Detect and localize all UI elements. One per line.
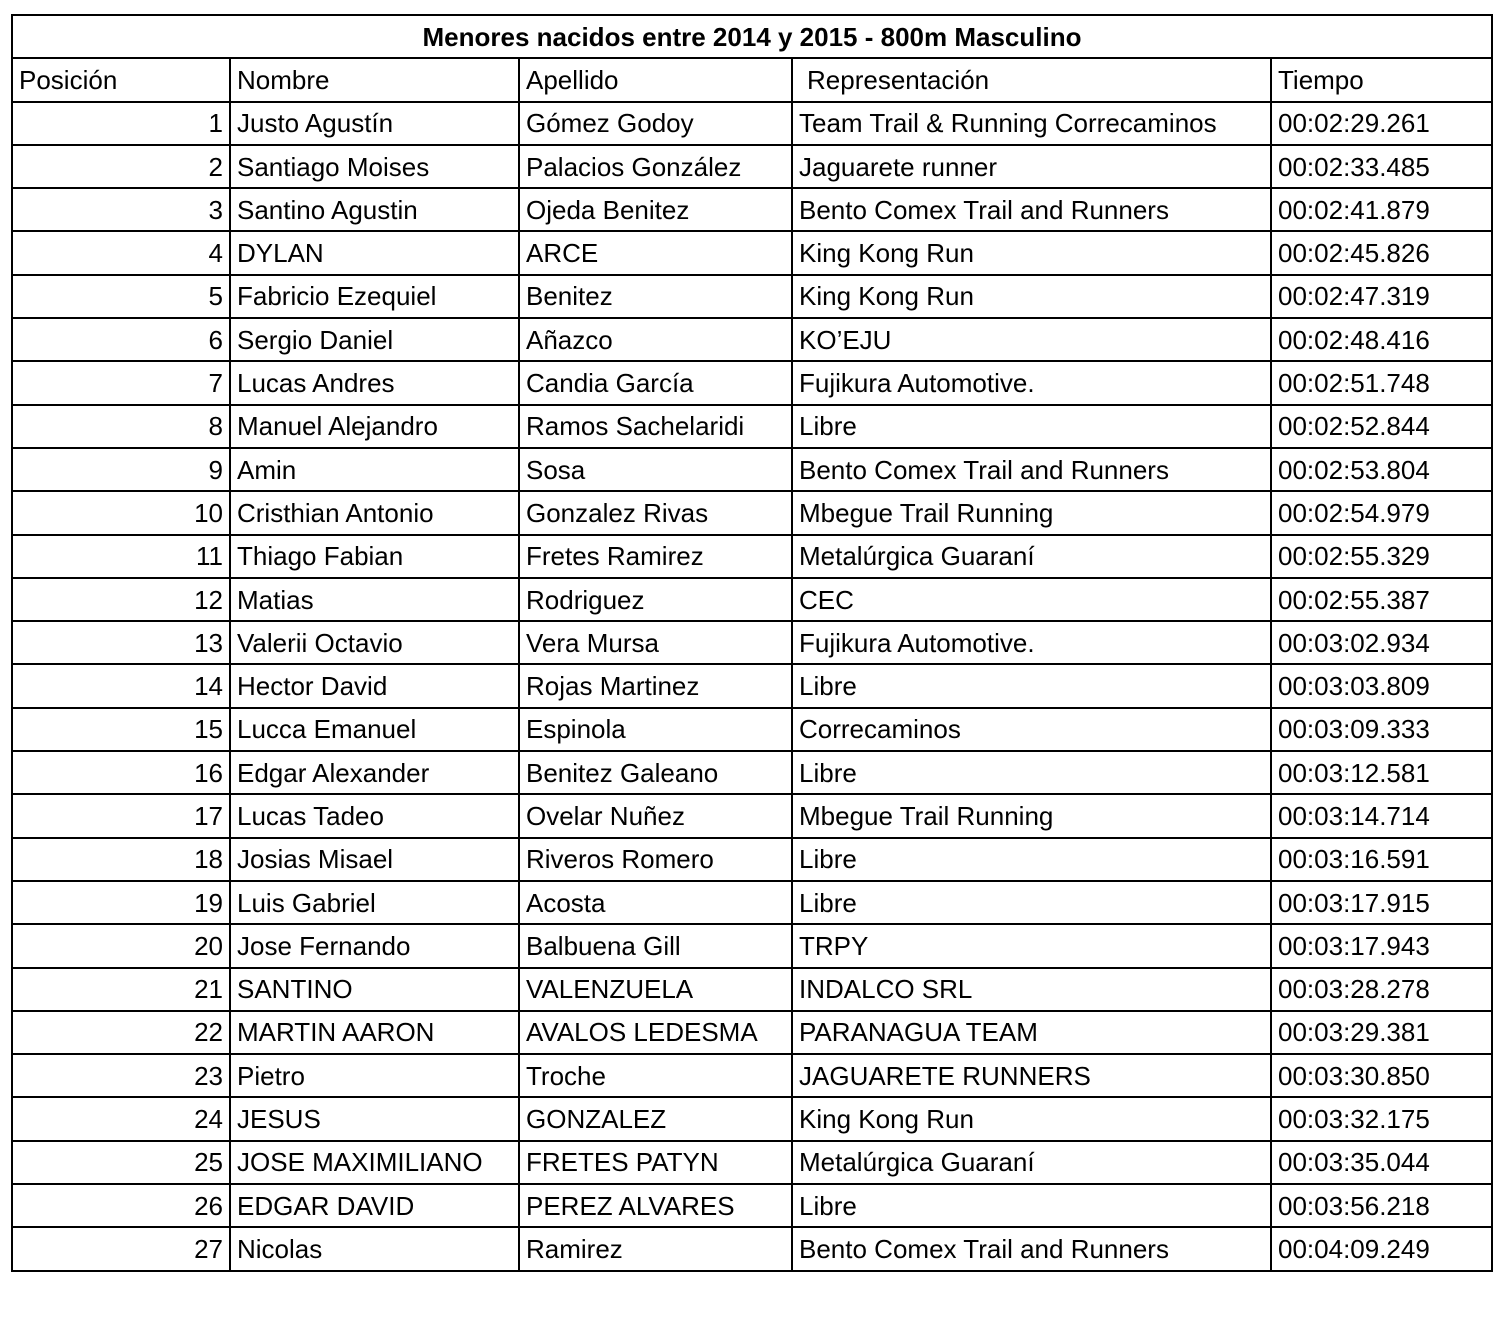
cell-apellido: Gonzalez Rivas [519, 491, 792, 534]
cell-apellido: Ramos Sachelaridi [519, 405, 792, 448]
cell-posicion: 10 [12, 491, 230, 534]
cell-apellido: Troche [519, 1054, 792, 1097]
cell-nombre: Santino Agustin [230, 188, 519, 231]
cell-nombre: Nicolas [230, 1227, 519, 1270]
cell-apellido: PEREZ ALVARES [519, 1184, 792, 1227]
cell-nombre: JOSE MAXIMILIANO [230, 1141, 519, 1184]
cell-representacion: King Kong Run [792, 231, 1271, 274]
cell-representacion: Bento Comex Trail and Runners [792, 1227, 1271, 1270]
cell-posicion: 1 [12, 102, 230, 145]
cell-tiempo: 00:02:52.844 [1271, 405, 1492, 448]
cell-apellido: Rodriguez [519, 578, 792, 621]
cell-apellido: Benitez Galeano [519, 751, 792, 794]
cell-posicion: 4 [12, 231, 230, 274]
cell-nombre: Lucca Emanuel [230, 708, 519, 751]
table-row [12, 275, 1492, 318]
cell-representacion: Fujikura Automotive. [792, 361, 1271, 404]
cell-posicion: 16 [12, 751, 230, 794]
cell-apellido: Palacios González [519, 145, 792, 188]
cell-nombre: Fabricio Ezequiel [230, 275, 519, 318]
cell-nombre: Santiago Moises [230, 145, 519, 188]
table-row [12, 794, 1492, 837]
table-title: Menores nacidos entre 2014 y 2015 - 800m Masculino [12, 15, 1492, 58]
table-row [12, 318, 1492, 361]
cell-nombre: Luis Gabriel [230, 881, 519, 924]
cell-representacion: Mbegue Trail Running [792, 794, 1271, 837]
cell-apellido: Sosa [519, 448, 792, 491]
table-row [12, 1054, 1492, 1097]
cell-nombre: SANTINO [230, 968, 519, 1011]
cell-nombre: Lucas Andres [230, 361, 519, 404]
cell-tiempo: 00:03:17.915 [1271, 881, 1492, 924]
cell-nombre: Edgar Alexander [230, 751, 519, 794]
table-row [12, 448, 1492, 491]
table-row [12, 664, 1492, 707]
column-header-row [12, 58, 1492, 101]
table-row [12, 361, 1492, 404]
cell-representacion: Team Trail & Running Correcaminos [792, 102, 1271, 145]
cell-apellido: Benitez [519, 275, 792, 318]
cell-representacion: Bento Comex Trail and Runners [792, 188, 1271, 231]
cell-apellido: Ojeda Benitez [519, 188, 792, 231]
cell-posicion: 27 [12, 1227, 230, 1270]
table-row [12, 188, 1492, 231]
cell-posicion: 23 [12, 1054, 230, 1097]
table-row [12, 708, 1492, 751]
cell-apellido: Vera Mursa [519, 621, 792, 664]
cell-tiempo: 00:02:47.319 [1271, 275, 1492, 318]
cell-posicion: 21 [12, 968, 230, 1011]
cell-apellido: VALENZUELA [519, 968, 792, 1011]
cell-apellido: Balbuena Gill [519, 924, 792, 967]
cell-posicion: 9 [12, 448, 230, 491]
cell-posicion: 12 [12, 578, 230, 621]
cell-posicion: 19 [12, 881, 230, 924]
cell-representacion: Fujikura Automotive. [792, 621, 1271, 664]
table-row [12, 535, 1492, 578]
table-row [12, 1141, 1492, 1184]
cell-representacion: Correcaminos [792, 708, 1271, 751]
cell-tiempo: 00:03:32.175 [1271, 1097, 1492, 1140]
cell-tiempo: 00:03:17.943 [1271, 924, 1492, 967]
cell-tiempo: 00:03:28.278 [1271, 968, 1492, 1011]
cell-tiempo: 00:02:53.804 [1271, 448, 1492, 491]
cell-posicion: 5 [12, 275, 230, 318]
cell-nombre: Justo Agustín [230, 102, 519, 145]
cell-tiempo: 00:02:48.416 [1271, 318, 1492, 361]
table-row [12, 968, 1492, 1011]
cell-representacion: Jaguarete runner [792, 145, 1271, 188]
table-row [12, 924, 1492, 967]
cell-nombre: Jose Fernando [230, 924, 519, 967]
cell-tiempo: 00:02:55.329 [1271, 535, 1492, 578]
column-header-posicion: Posición [12, 58, 230, 101]
table-row [12, 1011, 1492, 1054]
cell-tiempo: 00:03:03.809 [1271, 664, 1492, 707]
column-header-representacion: Representación [792, 58, 1271, 101]
cell-nombre: Valerii Octavio [230, 621, 519, 664]
table-row [12, 1227, 1492, 1270]
cell-representacion: TRPY [792, 924, 1271, 967]
table-row [12, 491, 1492, 534]
cell-apellido: Gómez Godoy [519, 102, 792, 145]
table-row [12, 145, 1492, 188]
table-row [12, 621, 1492, 664]
cell-tiempo: 00:03:56.218 [1271, 1184, 1492, 1227]
cell-representacion: PARANAGUA TEAM [792, 1011, 1271, 1054]
cell-apellido: FRETES PATYN [519, 1141, 792, 1184]
cell-posicion: 3 [12, 188, 230, 231]
cell-representacion: Libre [792, 664, 1271, 707]
results-table [11, 14, 1493, 1272]
cell-representacion: King Kong Run [792, 1097, 1271, 1140]
cell-representacion: Mbegue Trail Running [792, 491, 1271, 534]
cell-apellido: Ramirez [519, 1227, 792, 1270]
cell-nombre: Manuel Alejandro [230, 405, 519, 448]
cell-nombre: Hector David [230, 664, 519, 707]
cell-tiempo: 00:03:29.381 [1271, 1011, 1492, 1054]
cell-representacion: Libre [792, 881, 1271, 924]
cell-apellido: Acosta [519, 881, 792, 924]
table-row [12, 838, 1492, 881]
cell-apellido: Espinola [519, 708, 792, 751]
cell-posicion: 11 [12, 535, 230, 578]
cell-representacion: KO’EJU [792, 318, 1271, 361]
cell-nombre: Josias Misael [230, 838, 519, 881]
column-header-apellido: Apellido [519, 58, 792, 101]
column-header-tiempo: Tiempo [1271, 58, 1492, 101]
cell-tiempo: 00:03:12.581 [1271, 751, 1492, 794]
cell-posicion: 13 [12, 621, 230, 664]
cell-posicion: 15 [12, 708, 230, 751]
cell-posicion: 14 [12, 664, 230, 707]
cell-posicion: 20 [12, 924, 230, 967]
cell-representacion: Bento Comex Trail and Runners [792, 448, 1271, 491]
cell-nombre: Sergio Daniel [230, 318, 519, 361]
cell-tiempo: 00:02:45.826 [1271, 231, 1492, 274]
cell-nombre: Pietro [230, 1054, 519, 1097]
cell-apellido: GONZALEZ [519, 1097, 792, 1140]
cell-nombre: Thiago Fabian [230, 535, 519, 578]
results-sheet [11, 14, 1493, 1272]
cell-nombre: Matias [230, 578, 519, 621]
cell-posicion: 2 [12, 145, 230, 188]
cell-posicion: 17 [12, 794, 230, 837]
cell-tiempo: 00:03:14.714 [1271, 794, 1492, 837]
cell-posicion: 8 [12, 405, 230, 448]
cell-tiempo: 00:03:16.591 [1271, 838, 1492, 881]
cell-tiempo: 00:02:55.387 [1271, 578, 1492, 621]
cell-representacion: Libre [792, 838, 1271, 881]
table-row [12, 102, 1492, 145]
cell-apellido: ARCE [519, 231, 792, 274]
cell-nombre: JESUS [230, 1097, 519, 1140]
cell-posicion: 24 [12, 1097, 230, 1140]
table-row [12, 1184, 1492, 1227]
cell-posicion: 7 [12, 361, 230, 404]
cell-nombre: EDGAR DAVID [230, 1184, 519, 1227]
cell-posicion: 26 [12, 1184, 230, 1227]
cell-tiempo: 00:03:30.850 [1271, 1054, 1492, 1097]
cell-representacion: Libre [792, 751, 1271, 794]
cell-representacion: Libre [792, 405, 1271, 448]
cell-representacion: King Kong Run [792, 275, 1271, 318]
cell-representacion: INDALCO SRL [792, 968, 1271, 1011]
table-body [12, 58, 1492, 1270]
cell-tiempo: 00:02:29.261 [1271, 102, 1492, 145]
cell-tiempo: 00:03:09.333 [1271, 708, 1492, 751]
cell-apellido: Añazco [519, 318, 792, 361]
cell-apellido: Fretes Ramirez [519, 535, 792, 578]
table-row [12, 881, 1492, 924]
cell-nombre: Lucas Tadeo [230, 794, 519, 837]
table-row [12, 751, 1492, 794]
cell-posicion: 25 [12, 1141, 230, 1184]
cell-tiempo: 00:02:41.879 [1271, 188, 1492, 231]
column-header-nombre: Nombre [230, 58, 519, 101]
table-row [12, 1097, 1492, 1140]
cell-tiempo: 00:02:51.748 [1271, 361, 1492, 404]
cell-tiempo: 00:02:54.979 [1271, 491, 1492, 534]
cell-representacion: CEC [792, 578, 1271, 621]
cell-nombre: Amin [230, 448, 519, 491]
cell-apellido: AVALOS LEDESMA [519, 1011, 792, 1054]
cell-posicion: 22 [12, 1011, 230, 1054]
cell-tiempo: 00:03:02.934 [1271, 621, 1492, 664]
cell-nombre: DYLAN [230, 231, 519, 274]
cell-posicion: 18 [12, 838, 230, 881]
cell-tiempo: 00:02:33.485 [1271, 145, 1492, 188]
cell-apellido: Candia García [519, 361, 792, 404]
cell-nombre: Cristhian Antonio [230, 491, 519, 534]
cell-apellido: Rojas Martinez [519, 664, 792, 707]
table-row [12, 231, 1492, 274]
cell-posicion: 6 [12, 318, 230, 361]
cell-representacion: Libre [792, 1184, 1271, 1227]
cell-apellido: Riveros Romero [519, 838, 792, 881]
cell-representacion: Metalúrgica Guaraní [792, 1141, 1271, 1184]
cell-tiempo: 00:04:09.249 [1271, 1227, 1492, 1270]
cell-tiempo: 00:03:35.044 [1271, 1141, 1492, 1184]
table-row [12, 405, 1492, 448]
cell-representacion: JAGUARETE RUNNERS [792, 1054, 1271, 1097]
table-row [12, 578, 1492, 621]
cell-representacion: Metalúrgica Guaraní [792, 535, 1271, 578]
title-row [12, 15, 1492, 58]
cell-nombre: MARTIN AARON [230, 1011, 519, 1054]
cell-apellido: Ovelar Nuñez [519, 794, 792, 837]
